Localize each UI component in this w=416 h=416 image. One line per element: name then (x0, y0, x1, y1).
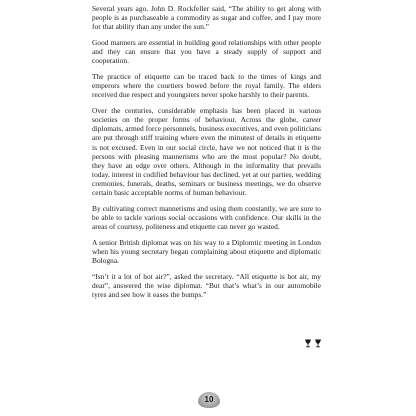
paragraph-cultivating: By cultivating correct mannerisms and using them constantly, we are sure to be able to tackle various social occasions with confidence. Our skills in the areas of courtesy, politeness and etiquette can never go wasted. (92, 203, 321, 232)
page-number: 10 (204, 395, 214, 404)
paragraph-hot-air: “Isn’t it a lot of hot air?”, asked the secretary. “All etiquette is hot air, my dear”, answered the wise diplomat. “But that’s what’s in our automobile tyres and see how it eases the bumps.” (92, 271, 321, 300)
paragraph-centuries: Over the centuries, considerable emphasis has been placed in various societies on the proper forms of behaviour. Across the globe, career diplomats, armed force personnels, business executives, and even politicians are put through stiff training where even the minutest of details in etiquette is not excused. Even in our social circle, have we not noticed that it is the persons with pleasing mannerisms who are the most popular? No doubt, they have an edge over others. Although in the informality that prevails today, interest in codified behaviour has declined, yet at our parties, wedding cremonies, funerals, deaths, seminars or business meetings, we do observe certain basic acceptable norms of human behaviour. (92, 105, 321, 198)
body-text (92, 4, 321, 306)
goblet-pair-icon (304, 339, 322, 348)
page-number-badge (198, 392, 220, 408)
paragraph-good-manners: Good manners are essential in building good relationships with other people and they can ensure that you have a steady supply of support and cooperation. (92, 37, 321, 66)
paragraph-diplomat-story: A senior British diplomat was on his way to a Diplomtic meeting in London when his young secretary began complaining about etiquette and diplomatic Bologna. (92, 237, 321, 266)
paragraph-history: The practice of etiquette can be traced back to the times of kings and emperors where the courtiers bowed before the royal family. The elders received due respect and youngsters never spoke harshly to their parents. (92, 71, 321, 100)
paragraph-rockefeller-quote: Several years ago, John D. Rockfeller said, “The ability to get along with people is as purchaseable a commodity as sugar and coffee, and I pay more for that ability than any under the sun.” (92, 4, 321, 32)
